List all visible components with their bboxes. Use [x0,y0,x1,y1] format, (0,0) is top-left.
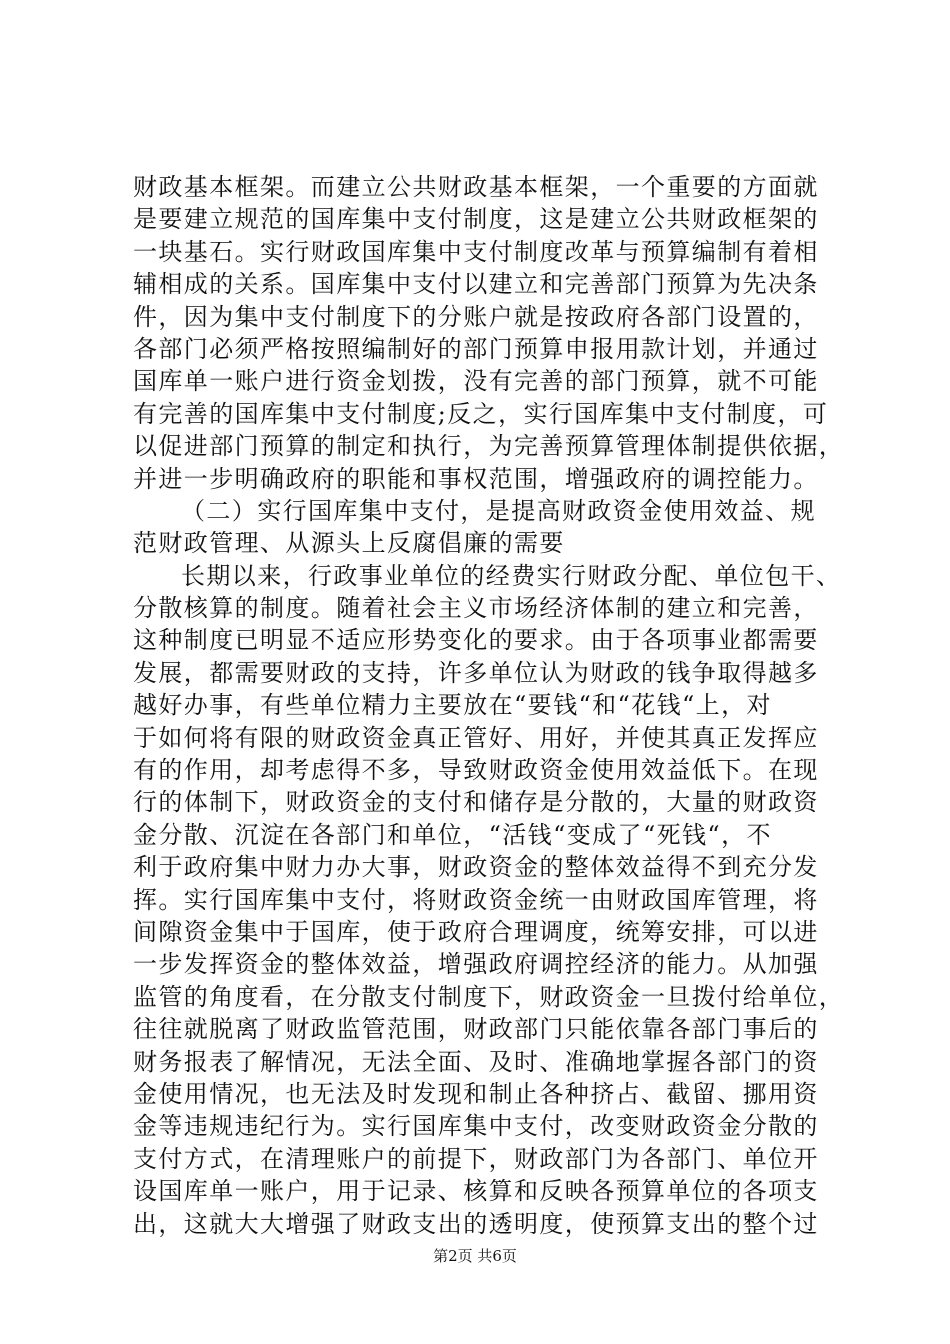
text-line: 财务报表了解情况，无法全面、及时、准确地掌握各部门的资 [133,1047,819,1076]
text-line: （二）实行国库集中支付，是提高财政资金使用效益、规 [181,496,816,525]
text-line: 发展，都需要财政的支持，许多单位认为财政的钱争取得越多 [133,658,819,687]
text-line: 出，这就大大增强了财政支出的透明度，使预算支出的整个过 [133,1209,819,1238]
text-line: 设国库单一账户，用于记录、核算和反映各预算单位的各项支 [133,1177,819,1206]
text-line: 件，因为集中支付制度下的分账户就是按政府各部门设置的， [133,302,819,331]
text-line: 各部门必须严格按照编制好的部门预算申报用款计划，并通过 [133,334,819,363]
text-line: 是要建立规范的国库集中支付制度，这是建立公共财政框架的 [133,205,819,234]
text-line: 长期以来，行政事业单位的经费实行财政分配、单位包干、 [181,561,842,590]
page-footer: 第2页 共6页 [433,1247,517,1265]
text-line: 国库单一账户进行资金划拨，没有完善的部门预算，就不可能 [133,367,819,396]
text-line: 一块基石。实行财政国库集中支付制度改革与预算编制有着相 [133,237,819,266]
text-line: 行的体制下，财政资金的支付和储存是分散的，大量的财政资 [133,788,819,817]
text-line: 财政基本框架。而建立公共财政基本框架，一个重要的方面就 [133,173,819,201]
text-line: 并进一步明确政府的职能和事权范围，增强政府的调控能力。 [133,464,819,493]
text-line: 监管的角度看，在分散支付制度下，财政资金一旦拨付给单位， [133,982,845,1011]
text-line: 挥。实行国库集中支付，将财政资金统一由财政国库管理，将 [133,885,819,914]
text-line: 支付方式，在清理账户的前提下，财政部门为各部门、单位开 [133,1144,819,1173]
text-line: 辅相成的关系。国库集中支付以建立和完善部门预算为先决条 [133,270,819,299]
text-line: 有的作用，却考虑得不多，导致财政资金使用效益低下。在现 [133,756,819,785]
text-line: 一步发挥资金的整体效益，增强政府调控经济的能力。从加强 [133,950,819,979]
text-line: 有完善的国库集中支付制度;反之，实行国库集中支付制度，可 [133,399,829,428]
document-body [133,171,845,1240]
text-line: 间隙资金集中于国库，使于政府合理调度，统筹安排，可以进 [133,917,819,946]
text-line: 金分散、沉淀在各部门和单位，“活钱“变成了“死钱“，不 [133,820,772,849]
text-line: 越好办事，有些单位精力主要放在“要钱“和“花钱“上，对 [133,691,772,720]
text-line: 利于政府集中财力办大事，财政资金的整体效益得不到充分发 [133,853,819,882]
text-line: 于如何将有限的财政资金真正管好、用好，并使其真正发挥应 [133,723,819,752]
text-line: 分散核算的制度。随着社会主义市场经济体制的建立和完善， [133,594,819,623]
text-line: 金等违规违纪行为。实行国库集中支付，改变财政资金分散的 [133,1112,819,1141]
text-line: 以促进部门预算的制定和执行，为完善预算管理体制提供依据， [133,432,845,461]
text-line: 这种制度已明显不适应形势变化的要求。由于各项事业都需要 [133,626,819,655]
text-line: 范财政管理、从源头上反腐倡廉的需要 [133,529,565,558]
text-line: 往往就脱离了财政监管范围，财政部门只能依靠各部门事后的 [133,1015,819,1044]
text-line: 金使用情况，也无法及时发现和制止各种挤占、截留、挪用资 [133,1079,819,1108]
